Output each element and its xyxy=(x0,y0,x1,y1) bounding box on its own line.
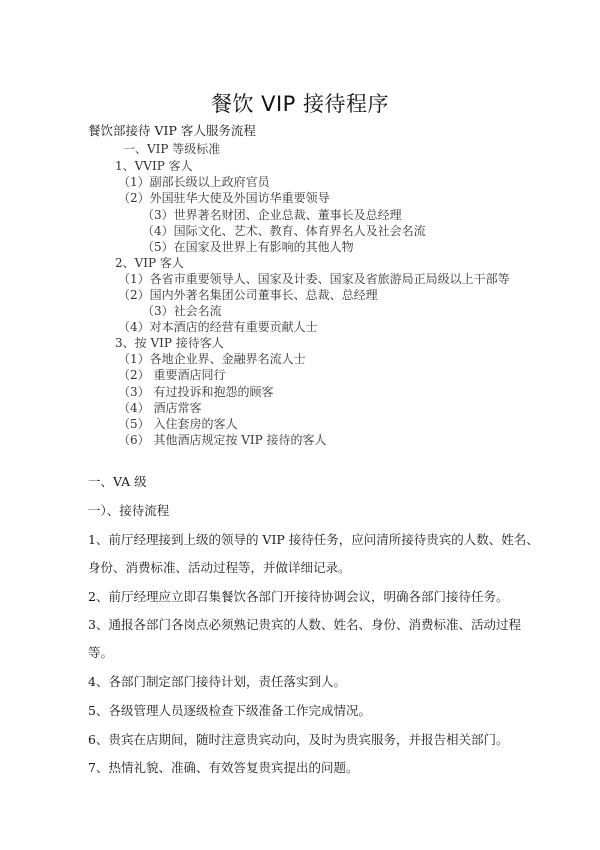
outline-item-vvip: 1、VVIP 客人 xyxy=(115,159,193,173)
body-paragraph-line: 等。 xyxy=(88,645,114,660)
outline-subitem: （3）社会名流 xyxy=(142,304,222,318)
body-paragraph-line: 4、各部门制定部门接待计划，责任落实到人。 xyxy=(88,674,346,689)
outline-subitem: （4）国际文化、艺术、教育、体育界名人及社会名流 xyxy=(142,224,426,238)
outline-subitem: （5） 入住套房的客人 xyxy=(118,417,238,431)
body-paragraph-line: 7、热情礼貌、准确、有效答复贵宾提出的问题。 xyxy=(88,760,359,775)
outline-subitem: （3） 有过投诉和抱怨的顾客 xyxy=(118,385,274,399)
section-subheading-process: 一）、接待流程 xyxy=(88,503,170,518)
outline-subitem: （4）对本酒店的经营有重要贡献人士 xyxy=(118,320,318,334)
outline-subitem: （2） 重要酒店同行 xyxy=(118,368,226,382)
outline-item-vip: 2、VIP 客人 xyxy=(115,256,184,270)
outline-subitem: （2）外国驻华大使及外国访华重要领导 xyxy=(118,191,330,205)
outline-subitem: （4） 酒店常客 xyxy=(118,401,202,415)
body-paragraph-line: 3、通报各部门各岗点必须熟记贵宾的人数、姓名、身份、消费标准、活动过程 xyxy=(88,617,521,632)
document-subtitle: 餐饮部接待 VIP 客人服务流程 xyxy=(88,123,256,138)
outline-subitem: （1）各地企业界、金融界名流人士 xyxy=(118,352,306,366)
outline-heading-vip-levels: 一、VIP 等级标准 xyxy=(123,142,221,156)
outline-subitem: （1）各省市重要领导人、国家及计委、国家及省旅游局正局级以上干部等 xyxy=(118,272,510,286)
outline-subitem: （2）国内外著名集团公司董事长、总裁、总经理 xyxy=(118,288,378,302)
body-paragraph-line: 身份、消费标准、活动过程等，并做详细记录。 xyxy=(88,560,351,575)
body-paragraph-line: 6、贵宾在店期间，随时注意贵宾动向，及时为贵宾服务，并报告相关部门。 xyxy=(88,732,509,747)
body-paragraph-line: 5、各级管理人员逐级检查下级准备工作完成情况。 xyxy=(88,703,371,718)
body-paragraph-line: 1、前厅经理接到上级的领导的 VIP 接待任务，应问清所接待贵宾的人数、姓名、 xyxy=(88,532,539,547)
outline-subitem: （3）世界著名财团、企业总裁、董事长及总经理 xyxy=(142,208,402,222)
outline-subitem: （5）在国家及世界上有影响的其他人物 xyxy=(142,240,354,254)
outline-item-vip-treatment: 3、按 VIP 接待客人 xyxy=(115,336,224,350)
body-paragraph-line: 2、前厅经理应立即召集餐饮各部门开接待协调会议，明确各部门接待任务。 xyxy=(88,589,509,604)
page-title: 餐饮 VIP 接待程序 xyxy=(210,92,390,116)
section-heading-va: 一、VA 级 xyxy=(88,474,147,489)
outline-subitem: （6） 其他酒店规定按 VIP 接待的客人 xyxy=(118,433,327,447)
outline-subitem: （1）副部长级以上政府官员 xyxy=(118,175,270,189)
